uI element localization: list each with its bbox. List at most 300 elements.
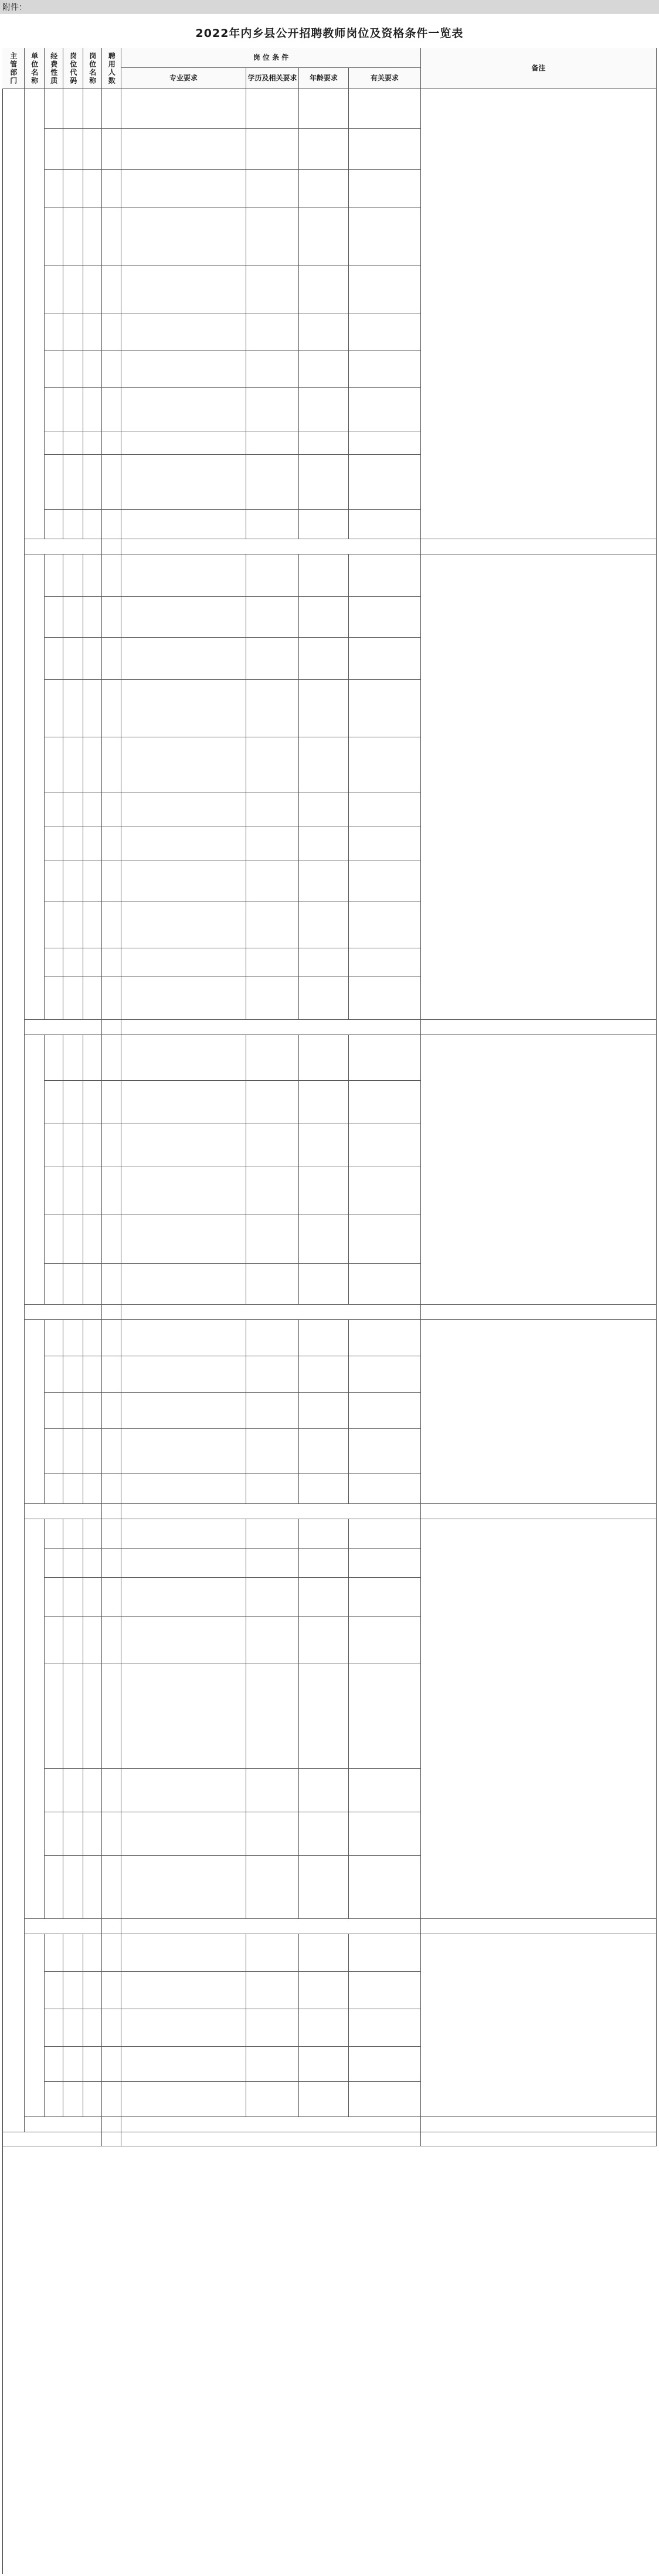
major-cell — [121, 314, 246, 351]
education-cell — [246, 1429, 299, 1474]
funding-cell — [45, 170, 63, 207]
education-cell — [246, 1214, 299, 1264]
post-cell — [83, 554, 102, 597]
code-cell — [63, 1856, 83, 1919]
funding-cell — [45, 455, 63, 510]
education-cell — [246, 2082, 299, 2117]
count-cell — [102, 1166, 121, 1214]
document-title: 2022年内乡县公开招聘教师岗位及资格条件一览表 — [195, 27, 464, 40]
post-cell — [83, 826, 102, 860]
code-cell — [63, 1124, 83, 1166]
total-value — [102, 2132, 121, 2146]
count-cell — [102, 1035, 121, 1081]
funding-cell — [45, 860, 63, 901]
funding-cell — [45, 792, 63, 826]
education-cell — [246, 89, 299, 129]
count-cell — [102, 976, 121, 1020]
major-cell — [121, 2009, 246, 2047]
education-cell — [246, 266, 299, 314]
header-funding: 经费性质 — [45, 48, 63, 89]
other-cell — [349, 1356, 421, 1393]
other-cell — [349, 1549, 421, 1578]
count-cell — [102, 1519, 121, 1549]
education-cell — [246, 826, 299, 860]
code-cell — [63, 2082, 83, 2117]
major-cell — [121, 680, 246, 737]
age-cell — [299, 2082, 349, 2117]
education-cell — [246, 792, 299, 826]
major-cell — [121, 431, 246, 455]
education-cell — [246, 207, 299, 266]
post-cell — [83, 1474, 102, 1504]
funding-cell — [45, 1320, 63, 1356]
funding-cell — [45, 1124, 63, 1166]
major-cell — [121, 1663, 246, 1769]
funding-cell — [45, 1214, 63, 1264]
funding-cell — [45, 1856, 63, 1919]
code-cell — [63, 1393, 83, 1429]
post-cell — [83, 1769, 102, 1812]
other-cell — [349, 1812, 421, 1856]
code-cell — [63, 1769, 83, 1812]
education-cell — [246, 455, 299, 510]
count-cell — [102, 1393, 121, 1429]
age-cell — [299, 1972, 349, 2009]
code-cell — [63, 455, 83, 510]
major-cell — [121, 737, 246, 792]
major-cell — [121, 1081, 246, 1124]
subtotal-value — [102, 1305, 121, 1320]
age-cell — [299, 1264, 349, 1305]
count-cell — [102, 431, 121, 455]
other-cell — [349, 1081, 421, 1124]
age-cell — [299, 207, 349, 266]
code-cell — [63, 510, 83, 539]
total-blank — [121, 2132, 421, 2146]
major-cell — [121, 860, 246, 901]
major-cell — [121, 129, 246, 170]
other-cell — [349, 1769, 421, 1812]
education-cell — [246, 737, 299, 792]
funding-cell — [45, 597, 63, 638]
subtotal-remark-blank — [421, 1305, 657, 1320]
age-cell — [299, 1356, 349, 1393]
post-cell — [83, 129, 102, 170]
count-cell — [102, 1972, 121, 2009]
education-cell — [246, 129, 299, 170]
code-cell — [63, 860, 83, 901]
code-cell — [63, 901, 83, 948]
education-cell — [246, 860, 299, 901]
recruitment-table — [2, 48, 657, 2574]
major-cell — [121, 2082, 246, 2117]
funding-cell — [45, 638, 63, 680]
count-cell — [102, 2009, 121, 2047]
other-cell — [349, 1035, 421, 1081]
subtotal-remark-blank — [421, 1020, 657, 1035]
post-cell — [83, 1972, 102, 2009]
subtotal-blank — [121, 1919, 421, 1934]
other-cell — [349, 737, 421, 792]
code-cell — [63, 1578, 83, 1617]
education-cell — [246, 1856, 299, 1919]
funding-cell — [45, 388, 63, 431]
funding-cell — [45, 1578, 63, 1617]
funding-cell — [45, 510, 63, 539]
age-cell — [299, 901, 349, 948]
other-cell — [349, 1578, 421, 1617]
other-cell — [349, 826, 421, 860]
age-cell — [299, 351, 349, 388]
other-cell — [349, 1519, 421, 1549]
other-cell — [349, 948, 421, 976]
code-cell — [63, 1474, 83, 1504]
post-cell — [83, 1812, 102, 1856]
count-cell — [102, 1124, 121, 1166]
code-cell — [63, 1320, 83, 1356]
other-cell — [349, 1166, 421, 1214]
major-cell — [121, 1264, 246, 1305]
other-cell — [349, 1617, 421, 1663]
other-cell — [349, 431, 421, 455]
count-cell — [102, 638, 121, 680]
education-cell — [246, 2009, 299, 2047]
funding-cell — [45, 2082, 63, 2117]
code-cell — [63, 554, 83, 597]
unit-remark — [421, 1519, 657, 1919]
major-cell — [121, 351, 246, 388]
other-cell — [349, 901, 421, 948]
header-major: 专业要求 — [121, 68, 246, 89]
other-cell — [349, 1264, 421, 1305]
age-cell — [299, 170, 349, 207]
post-cell — [83, 1166, 102, 1214]
code-cell — [63, 388, 83, 431]
education-cell — [246, 1166, 299, 1214]
post-cell — [83, 431, 102, 455]
subtotal-label — [25, 2117, 102, 2132]
age-cell — [299, 1578, 349, 1617]
subtotal-value — [102, 1504, 121, 1519]
post-cell — [83, 976, 102, 1020]
unit-remark — [421, 1035, 657, 1305]
funding-cell — [45, 1264, 63, 1305]
other-cell — [349, 170, 421, 207]
major-cell — [121, 976, 246, 1020]
age-cell — [299, 1214, 349, 1264]
age-cell — [299, 266, 349, 314]
count-cell — [102, 680, 121, 737]
major-cell — [121, 1769, 246, 1812]
age-cell — [299, 2009, 349, 2047]
count-cell — [102, 554, 121, 597]
attachment-label: 附件： — [2, 3, 27, 12]
age-cell — [299, 431, 349, 455]
count-cell — [102, 388, 121, 431]
unit-remark — [421, 554, 657, 1020]
major-cell — [121, 1166, 246, 1214]
age-cell — [299, 1663, 349, 1769]
funding-cell — [45, 1519, 63, 1549]
major-cell — [121, 510, 246, 539]
funding-cell — [45, 1972, 63, 2009]
age-cell — [299, 1320, 349, 1356]
subtotal-remark-blank — [421, 1919, 657, 1934]
code-cell — [63, 266, 83, 314]
funding-cell — [45, 826, 63, 860]
education-cell — [246, 1934, 299, 1972]
education-cell — [246, 1356, 299, 1393]
subtotal-blank — [121, 1305, 421, 1320]
funding-cell — [45, 1549, 63, 1578]
funding-cell — [45, 1429, 63, 1474]
code-cell — [63, 1264, 83, 1305]
age-cell — [299, 792, 349, 826]
funding-cell — [45, 129, 63, 170]
age-cell — [299, 388, 349, 431]
post-cell — [83, 597, 102, 638]
post-cell — [83, 948, 102, 976]
funding-cell — [45, 431, 63, 455]
other-cell — [349, 554, 421, 597]
subtotal-remark-blank — [421, 2117, 657, 2132]
other-cell — [349, 860, 421, 901]
major-cell — [121, 826, 246, 860]
count-cell — [102, 860, 121, 901]
post-cell — [83, 170, 102, 207]
age-cell — [299, 1934, 349, 1972]
post-cell — [83, 1035, 102, 1081]
education-cell — [246, 597, 299, 638]
other-cell — [349, 455, 421, 510]
age-cell — [299, 2047, 349, 2082]
other-cell — [349, 1972, 421, 2009]
code-cell — [63, 792, 83, 826]
count-cell — [102, 2047, 121, 2082]
subtotal-value — [102, 1020, 121, 1035]
funding-cell — [45, 1356, 63, 1393]
age-cell — [299, 1549, 349, 1578]
age-cell — [299, 455, 349, 510]
code-cell — [63, 351, 83, 388]
post-cell — [83, 1856, 102, 1919]
funding-cell — [45, 266, 63, 314]
post-cell — [83, 1617, 102, 1663]
post-cell — [83, 89, 102, 129]
funding-cell — [45, 737, 63, 792]
subtotal-blank — [121, 1020, 421, 1035]
education-cell — [246, 314, 299, 351]
funding-cell — [45, 314, 63, 351]
other-cell — [349, 207, 421, 266]
code-cell — [63, 1214, 83, 1264]
count-cell — [102, 1934, 121, 1972]
code-cell — [63, 1934, 83, 1972]
other-cell — [349, 1856, 421, 1919]
other-cell — [349, 1124, 421, 1166]
major-cell — [121, 1393, 246, 1429]
count-cell — [102, 1578, 121, 1617]
other-cell — [349, 1214, 421, 1264]
post-cell — [83, 314, 102, 351]
subtotal-value — [102, 1919, 121, 1934]
major-cell — [121, 266, 246, 314]
unit-name — [25, 89, 45, 539]
code-cell — [63, 1035, 83, 1081]
post-cell — [83, 266, 102, 314]
education-cell — [246, 901, 299, 948]
dept-name — [2, 89, 25, 2132]
count-cell — [102, 1356, 121, 1393]
other-cell — [349, 638, 421, 680]
other-cell — [349, 1934, 421, 1972]
post-cell — [83, 510, 102, 539]
unit-remark — [421, 1934, 657, 2117]
education-cell — [246, 1812, 299, 1856]
count-cell — [102, 314, 121, 351]
age-cell — [299, 510, 349, 539]
age-cell — [299, 1474, 349, 1504]
funding-cell — [45, 207, 63, 266]
major-cell — [121, 207, 246, 266]
post-cell — [83, 1081, 102, 1124]
count-cell — [102, 1617, 121, 1663]
other-cell — [349, 388, 421, 431]
post-cell — [83, 1264, 102, 1305]
major-cell — [121, 1214, 246, 1264]
subtotal-label — [25, 539, 102, 554]
code-cell — [63, 826, 83, 860]
education-cell — [246, 948, 299, 976]
code-cell — [63, 1812, 83, 1856]
other-cell — [349, 1474, 421, 1504]
major-cell — [121, 1617, 246, 1663]
major-cell — [121, 1035, 246, 1081]
code-cell — [63, 431, 83, 455]
unit-name — [25, 1934, 45, 2117]
other-cell — [349, 2082, 421, 2117]
other-cell — [349, 597, 421, 638]
count-cell — [102, 1663, 121, 1769]
subtotal-blank — [121, 539, 421, 554]
education-cell — [246, 1081, 299, 1124]
post-cell — [83, 680, 102, 737]
funding-cell — [45, 976, 63, 1020]
count-cell — [102, 1812, 121, 1856]
post-cell — [83, 2082, 102, 2117]
post-cell — [83, 901, 102, 948]
code-cell — [63, 207, 83, 266]
age-cell — [299, 1166, 349, 1214]
funding-cell — [45, 1663, 63, 1769]
major-cell — [121, 1972, 246, 2009]
age-cell — [299, 1081, 349, 1124]
funding-cell — [45, 1081, 63, 1124]
other-cell — [349, 1320, 421, 1356]
major-cell — [121, 89, 246, 129]
count-cell — [102, 455, 121, 510]
subtotal-label — [25, 1020, 102, 1035]
header-code: 岗位代码 — [63, 48, 83, 89]
major-cell — [121, 901, 246, 948]
code-cell — [63, 1663, 83, 1769]
education-cell — [246, 1264, 299, 1305]
post-cell — [83, 1356, 102, 1393]
age-cell — [299, 1124, 349, 1166]
education-cell — [246, 1393, 299, 1429]
other-cell — [349, 792, 421, 826]
code-cell — [63, 1617, 83, 1663]
other-cell — [349, 510, 421, 539]
education-cell — [246, 2047, 299, 2082]
count-cell — [102, 1320, 121, 1356]
unit-remark — [421, 89, 657, 539]
post-cell — [83, 792, 102, 826]
education-cell — [246, 1617, 299, 1663]
funding-cell — [45, 1769, 63, 1812]
count-cell — [102, 266, 121, 314]
funding-cell — [45, 1617, 63, 1663]
total-label — [2, 2132, 102, 2146]
header-unit: 单位名称 — [25, 48, 45, 89]
education-cell — [246, 554, 299, 597]
subtotal-label — [25, 1504, 102, 1519]
code-cell — [63, 1519, 83, 1549]
funding-cell — [45, 1393, 63, 1429]
post-cell — [83, 351, 102, 388]
code-cell — [63, 976, 83, 1020]
post-cell — [83, 1214, 102, 1264]
header-other: 有关要求 — [349, 68, 421, 89]
education-cell — [246, 510, 299, 539]
code-cell — [63, 638, 83, 680]
count-cell — [102, 351, 121, 388]
major-cell — [121, 1934, 246, 1972]
post-cell — [83, 388, 102, 431]
count-cell — [102, 1549, 121, 1578]
funding-cell — [45, 2009, 63, 2047]
unit-name — [25, 1035, 45, 1305]
education-cell — [246, 388, 299, 431]
post-cell — [83, 860, 102, 901]
funding-cell — [45, 1934, 63, 1972]
count-cell — [102, 1264, 121, 1305]
code-cell — [63, 314, 83, 351]
post-cell — [83, 1393, 102, 1429]
age-cell — [299, 1812, 349, 1856]
other-cell — [349, 2009, 421, 2047]
code-cell — [63, 2047, 83, 2082]
education-cell — [246, 680, 299, 737]
post-cell — [83, 1549, 102, 1578]
post-cell — [83, 1934, 102, 1972]
other-cell — [349, 351, 421, 388]
age-cell — [299, 860, 349, 901]
count-cell — [102, 1214, 121, 1264]
code-cell — [63, 1549, 83, 1578]
post-cell — [83, 1320, 102, 1356]
count-cell — [102, 597, 121, 638]
header-education: 学历及相关要求 — [246, 68, 299, 89]
top-bar — [0, 0, 659, 13]
age-cell — [299, 1035, 349, 1081]
code-cell — [63, 2009, 83, 2047]
major-cell — [121, 170, 246, 207]
age-cell — [299, 1856, 349, 1919]
code-cell — [63, 1081, 83, 1124]
total-remark-blank — [421, 2132, 657, 2146]
count-cell — [102, 1474, 121, 1504]
